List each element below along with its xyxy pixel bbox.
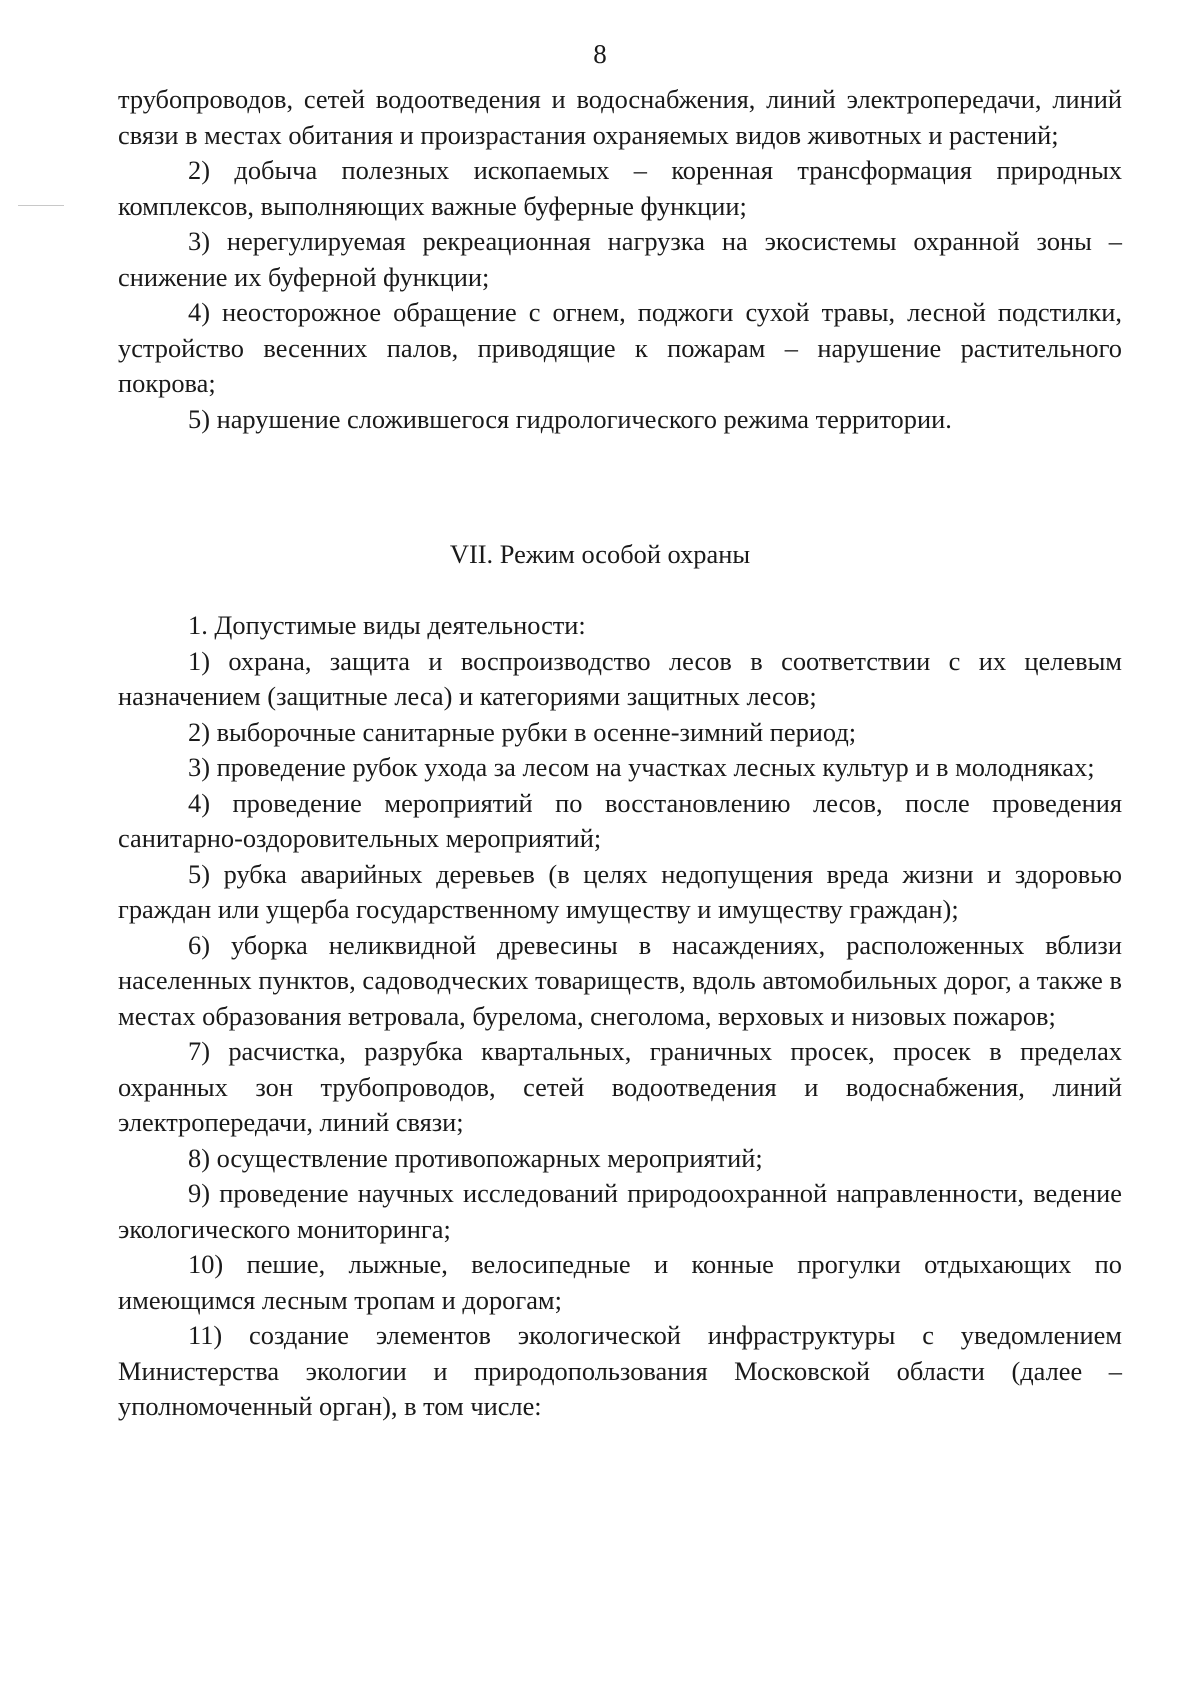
page-number: 8 [593, 39, 607, 69]
paragraph-item-4: 4) неосторожное обращение с огнем, поджоги сухой травы, лесной подстилки, устройство весенних палов, приводящие к пожарам – нарушение растительного покрова; [118, 297, 1122, 398]
paragraph-activity-7: 7) расчистка, разрубка квартальных, граничных просек, просек в пределах охранных зон трубопроводов, сетей водоотведения и водоснабжения, линий электропередачи, линий связи; [118, 1036, 1122, 1137]
paragraph-activity-3: 3) проведение рубок ухода за лесом на участках лесных культур и в молодняках; [188, 752, 1095, 782]
paragraph-activity-2: 2) выборочные санитарные рубки в осенне-зимний период; [188, 716, 857, 747]
scan-artifact [18, 205, 64, 206]
paragraph-item-5: 5) нарушение сложившегося гидрологического режима территории. [188, 403, 952, 434]
paragraph-activity-10: 10) пешие, лыжные, велосипедные и конные прогулки отдыхающих по имеющимся лесным тропам и дорогам; [118, 1249, 1122, 1315]
paragraph-activity-9: 9) проведение научных исследований природоохранной направленности, ведение экологического мониторинга; [118, 1178, 1122, 1244]
paragraph-activity-6: 6) уборка неликвидной древесины в насаждениях, расположенных вблизи населенных пунктов, садоводческих товариществ, вдоль автомобильных дорог, а также в местах образования ветровала, бурелома, снеголома, верховых и низовых пожаров; [118, 929, 1122, 1031]
paragraph-permitted-activities: 1. Допустимые виды деятельности: [188, 610, 586, 640]
paragraph-activity-8: 8) осуществление противопожарных мероприятий; [188, 1142, 763, 1173]
text-block-top [118, 82, 1122, 437]
paragraph-continuation: трубопроводов, сетей водоотведения и водоснабжения, линий электропередачи, линий связи в местах обитания и произрастания охраняемых видов животных и растений; [118, 84, 1122, 150]
paragraph-activity-11: 11) создание элементов экологической инфраструктуры с уведомлением Министерства экологии и природопользования Московской области (далее – уполномоченный орган), в том числе: [118, 1320, 1122, 1421]
paragraph-item-2: 2) добыча полезных ископаемых – коренная трансформация природных комплексов, выполняющих важные буферные функции; [118, 155, 1122, 221]
paragraph-item-3: 3) нерегулируемая рекреационная нагрузка на экосистемы охранной зоны – снижение их буферной функции; [118, 226, 1122, 292]
paragraph-activity-5: 5) рубка аварийных деревьев (в целях недопущения вреда жизни и здоровью граждан или ущерба государственному имуществу и имуществу граждан); [118, 858, 1122, 924]
text-block-bottom [118, 608, 1122, 1425]
paragraph-activity-1: 1) охрана, защита и воспроизводство лесов в соответствии с их целевым назначением (защитные леса) и категориями защитных лесов; [118, 645, 1122, 711]
paragraph-activity-4: 4) проведение мероприятий по восстановлению лесов, после проведения санитарно-оздоровительных мероприятий; [118, 787, 1122, 853]
section-heading: VII. Режим особой охраны [449, 539, 751, 569]
